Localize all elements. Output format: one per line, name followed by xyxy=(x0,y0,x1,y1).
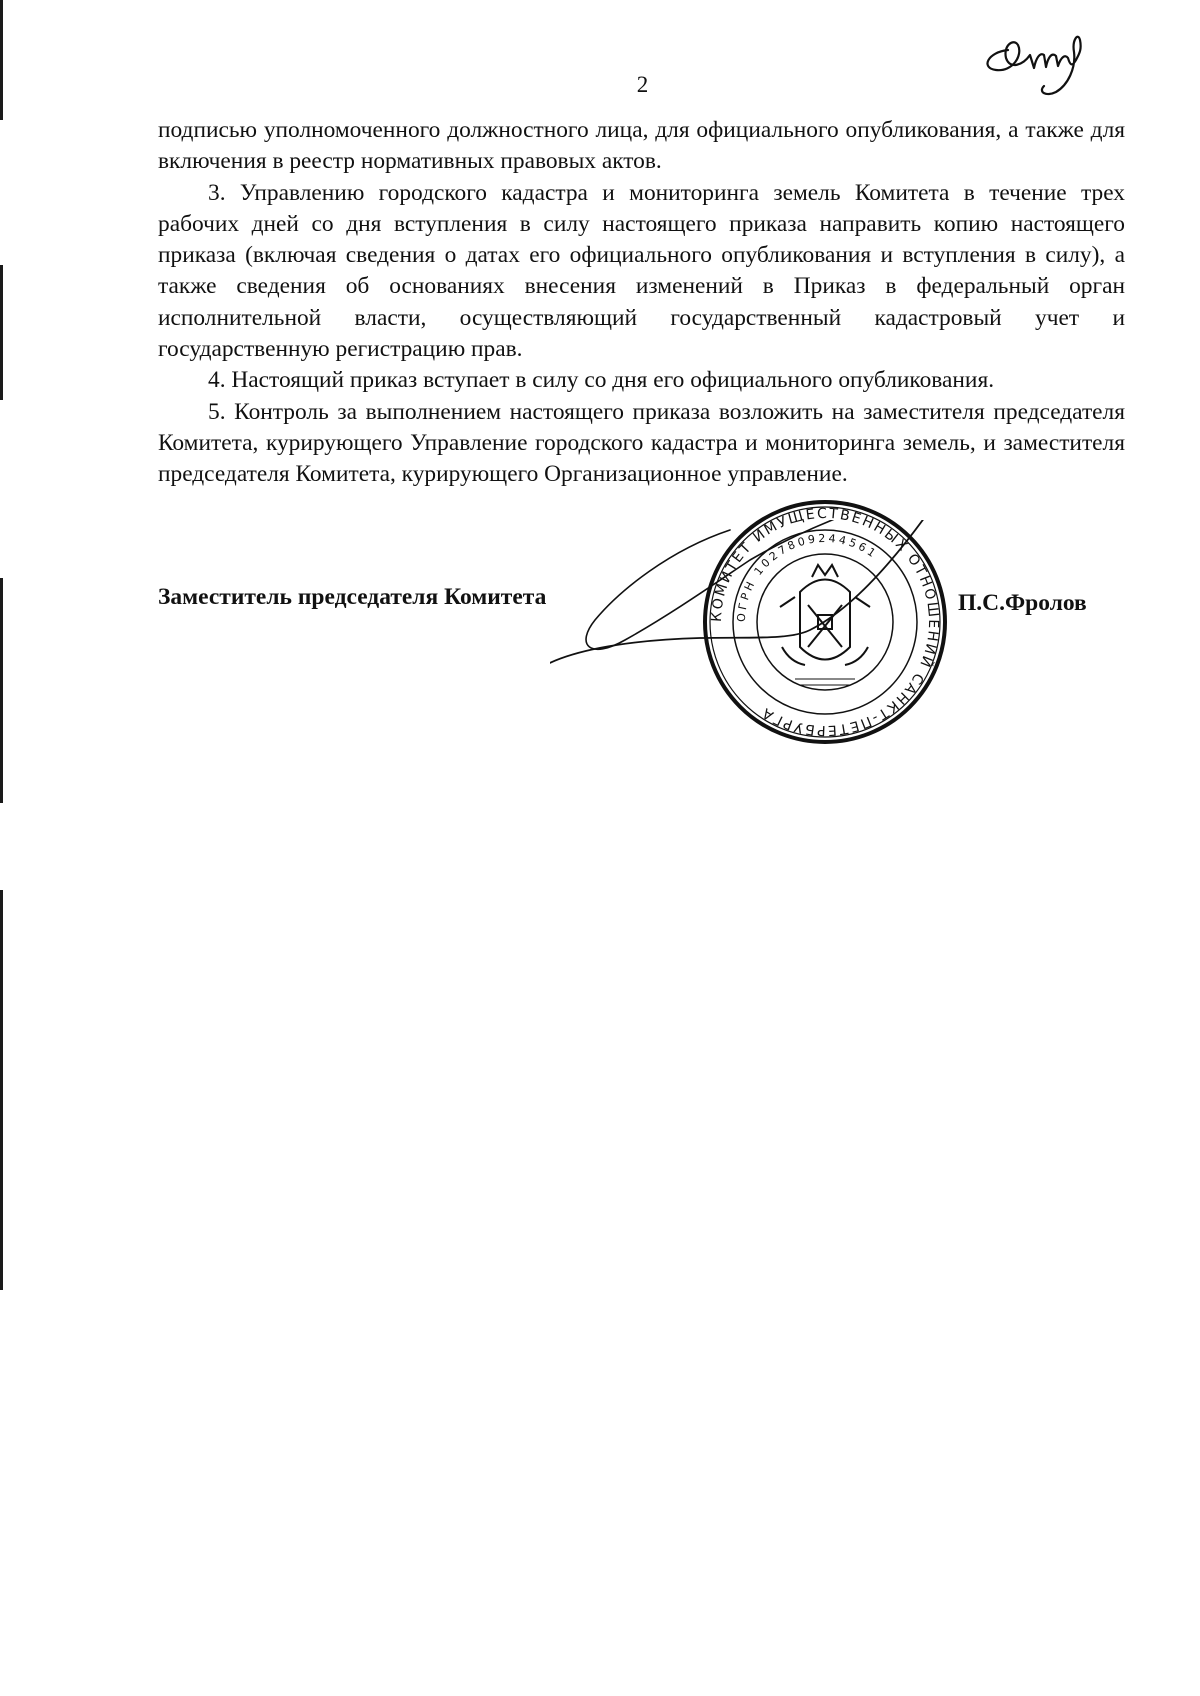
paragraph-continuation: подписью уполномоченного должностного лица, для официального опубликования, а также для включения в реестр нормативных правовых актов. xyxy=(158,117,1125,175)
paragraph-item-4: 4. Настоящий приказ вступает в силу со дня его официального опубликования. xyxy=(208,367,995,394)
scan-edge-mark xyxy=(0,890,3,1290)
paragraph-item-5: 5. Контроль за выполнением настоящего приказа возложить на заместителя председателя Комитета, курирующего Управление городского кадастра и мониторинга земель, и заместителя председателя Комитета, курирующего Организационное управление. xyxy=(158,398,1125,488)
scan-edge-mark xyxy=(0,578,3,803)
stamp-inner-text: ОГРН 1027809244561 xyxy=(734,531,881,623)
scan-edge-mark xyxy=(0,265,3,400)
handwritten-signature xyxy=(550,520,1020,760)
stamp-outer-text: КОМИТЕТ ИМУЩЕСТВЕННЫХ ОТНОШЕНИЙ САНКТ-ПЕТЕРБУРГА xyxy=(708,505,942,739)
signatory-title: Заместитель председателя Комитета xyxy=(158,584,547,610)
paragraph-item-3: 3. Управлению городского кадастра и мониторинга земель Комитета в течение трех рабочих дней со дня вступления в силу настоящего приказа направить копию настоящего приказа (включая сведения о датах его официального опубликования и вступления в силу), а также сведения об основаниях внесения изменений в Приказ в федеральный орган исполнительной власти, осуществляющий государственный кадастровый учет и государственную регистрацию прав. xyxy=(158,179,1125,363)
page-number: 2 xyxy=(636,72,649,97)
signatory-name: П.С.Фролов xyxy=(958,590,1087,616)
scan-edge-mark xyxy=(0,0,3,120)
document-body xyxy=(158,115,1125,491)
